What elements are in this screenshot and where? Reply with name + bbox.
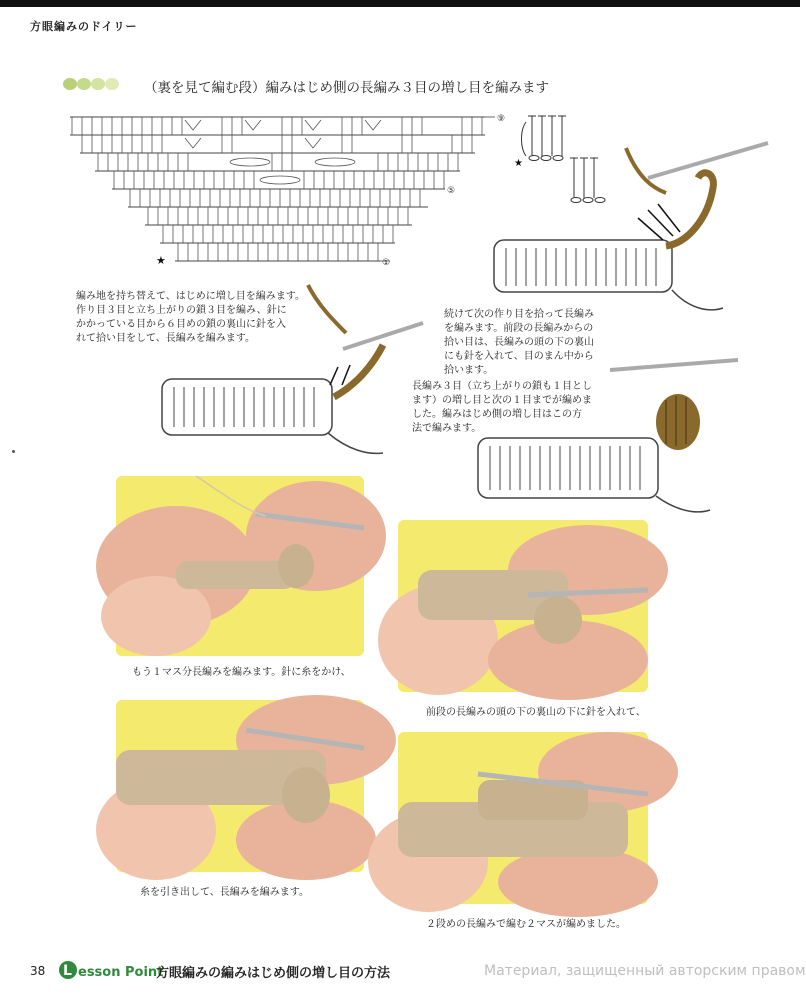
photo-3-image bbox=[116, 700, 364, 872]
step2-caption: 続けて次の作り目を拾って長編み を編みます。前段の長編みからの 拾い目は、長編みの頭の下の裏山 にも針を入れて、目のまん中から 拾います。 bbox=[444, 309, 594, 376]
row-marker-9: ⑨ bbox=[497, 114, 506, 124]
row-marker-1: ① bbox=[382, 258, 391, 268]
header-title: 方眼編みのドイリー bbox=[30, 20, 138, 33]
section-heading bbox=[62, 72, 622, 98]
photo-3 bbox=[116, 700, 364, 872]
crochet-chart bbox=[60, 105, 506, 275]
crocheted-band bbox=[478, 438, 658, 498]
logo-text: esson Point bbox=[78, 965, 164, 980]
step1-caption: 編み地を持ち替えて、はじめに増し目を編みます。 作り目３目と立ち上がりの鎖３目を編み、針に かかっている目から６目めの鎖の裏山に針を入 れて拾い目をして、長編みを編みます。 bbox=[76, 291, 305, 344]
top-bar bbox=[0, 0, 800, 7]
margin-dot bbox=[12, 450, 15, 453]
row-marker-5: ⑤ bbox=[447, 186, 456, 196]
illustration-step2 bbox=[488, 148, 778, 318]
photo-2 bbox=[398, 520, 648, 692]
photo-1 bbox=[116, 476, 364, 656]
footer-title: 方眼編みの編みはじめ側の増し目の方法 bbox=[156, 966, 391, 981]
photo-2-caption: 前段の長編みの頭の下の裏山の下に針を入れて、 bbox=[426, 707, 646, 718]
diagram-star: ★ bbox=[514, 158, 523, 169]
step3-caption: 長編み３目（立ち上がりの鎖も１目とし ます）の増し目と次の１目までが編めま した。編みはじめ側の増し目はこの方 法で編みます。 bbox=[412, 381, 592, 434]
photo-1-caption: もう１マス分長編みを編みます。針に糸をかけ、 bbox=[132, 667, 351, 678]
crochet-hook bbox=[610, 360, 738, 370]
photo-1-image bbox=[116, 476, 364, 656]
crocheted-band bbox=[162, 379, 332, 435]
start-star: ★ bbox=[156, 254, 166, 267]
page-number: 38 bbox=[30, 964, 46, 978]
photo-4 bbox=[398, 732, 648, 904]
crocheted-band bbox=[494, 240, 672, 292]
heading-tag-graphic bbox=[62, 76, 124, 92]
photo-4-caption: ２段めの長編みで編む２マスが編めました。 bbox=[426, 919, 626, 930]
lesson-point-logo bbox=[58, 956, 164, 984]
photo-3-caption: 糸を引き出して、長編みを編みます。 bbox=[140, 887, 309, 898]
photo-4-image bbox=[398, 732, 648, 904]
photo-2-image bbox=[398, 520, 648, 692]
section-heading-text: （裏を見て編む段）編みはじめ側の長編み３目の増し目を編みます bbox=[144, 80, 549, 96]
copyright-watermark: Материал, защищенный авторским правом bbox=[484, 963, 806, 979]
logo-initial: L bbox=[63, 963, 72, 979]
